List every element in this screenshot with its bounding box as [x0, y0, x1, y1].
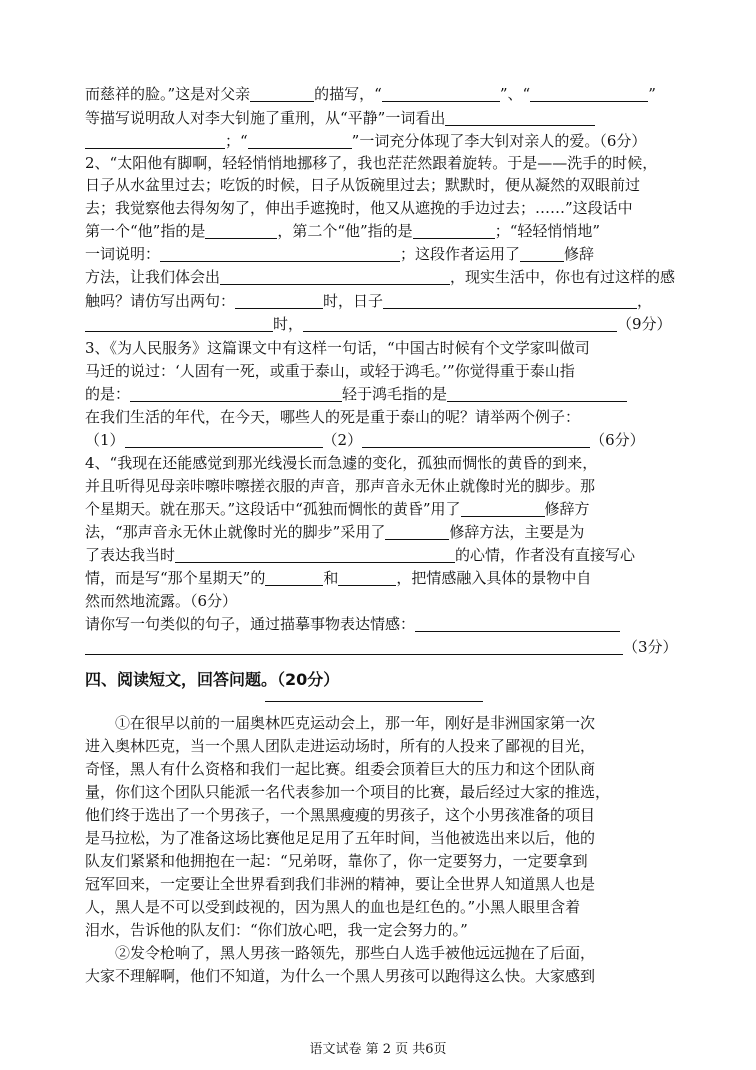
question-4-line: 4、“我现在还能感觉到那光线漫长而急遽的变化，孤独而惆怅的黄昏的到来，: [85, 454, 598, 472]
question-2-line: 时， （9分）: [85, 314, 686, 334]
question-3-line: 3、《为人民服务》这篇课文中有这样一句话，“中国古时候有个文学家叫做司: [85, 339, 590, 357]
question-3-line: （1） （2） （6分）: [85, 431, 645, 449]
answer-blank[interactable]: [130, 386, 342, 402]
answer-blank[interactable]: [362, 432, 590, 448]
passage-line: ②发令枪响了，黑人男孩一路领先，那些白人选手被他远远抛在了后面，: [115, 944, 596, 962]
answer-blank[interactable]: [413, 223, 495, 239]
question-2-line: 去；我觉察他去得匆匆了，伸出手遮挽时，他又从遮挽的手边过去；……”这段话中: [85, 199, 633, 217]
answer-blank[interactable]: [447, 386, 627, 402]
answer-blank[interactable]: [205, 223, 277, 239]
question-4-line: 并且听得见母亲咔嚓咔嚓搓衣服的声音，那声音永无休止就像时光的脚步。那: [85, 477, 596, 495]
answer-blank[interactable]: [265, 570, 323, 586]
question-4-line: 情，而是写“那个星期天”的 和 ，把情感融入具体的景物中自: [85, 569, 592, 587]
answer-blank[interactable]: [160, 246, 400, 262]
passage-line: 量，你们这个团队只能派一名代表参加一个项目的比赛，最后经过大家的推选，: [85, 783, 611, 801]
passage-line: 他们终于选出了一个男孩子，一个黑黑瘦瘦的男孩子，这个小男孩准备的项目: [85, 806, 596, 824]
answer-blank[interactable]: [175, 547, 455, 563]
passage-line: 人，黑人是不可以受到歧视的，因为黑人的血也是红色的。”小黑人眼里含着: [85, 898, 581, 916]
answer-blank[interactable]: [85, 133, 225, 149]
passage-line: 奇怪，黑人有什么资格和我们一起比赛。组委会顶着巨大的压力和这个团队商: [85, 760, 596, 778]
passage-line: 队友们紧紧和他拥抱在一起：“兄弟呀，靠你了，你一定要努力，一定要拿到: [85, 852, 588, 870]
text-line: 而慈祥的脸。”这是对父亲 的描写，“ ”、“ ”: [85, 85, 656, 103]
answer-blank[interactable]: [530, 86, 648, 102]
question-2-line: 日子从水盆里过去；吃饭的时候，日子从饭碗里过去；默默时，便从凝然的双眼前过: [85, 176, 641, 194]
question-2-line: 2、“太阳他有脚啊，轻轻悄悄地挪移了，我也茫茫然跟着旋转。于是——洗手的时候，: [85, 154, 658, 172]
answer-blank[interactable]: [235, 293, 323, 309]
text-line: 等描写说明敌人对李大钊施了重刑，从“平静”一词看出: [85, 108, 686, 128]
passage-line: ①在很早以前的一届奥林匹克运动会上，那一年，刚好是非洲国家第一次: [115, 714, 596, 732]
answer-blank[interactable]: [383, 293, 637, 309]
answer-blank[interactable]: [385, 524, 449, 540]
question-4-line: 法，“那声音永无休止就像时光的脚步”采用了 修辞方法，主要是为: [85, 523, 585, 541]
question-2-line: 方法，让我们体会出 ，现实生活中，你也有过这样的感: [85, 268, 676, 286]
answer-blank[interactable]: [520, 246, 564, 262]
passage-title-blank[interactable]: [265, 701, 483, 702]
question-2-line: 一词说明： ；这段作者运用了 修辞: [85, 245, 595, 263]
question-4-line: 个星期天。就在那天。”这段话中“孤独而惆怅的黄昏”用了 修辞方: [85, 500, 590, 518]
question-4-line: 请你写一句类似的句子，通过描摹事物表达情感：: [85, 614, 686, 634]
question-2-line: 触吗？请仿写出两句： 时，日子 ，: [85, 292, 653, 310]
answer-blank[interactable]: [382, 86, 500, 102]
question-3-line: 在我们生活的年代，在今天，哪些人的死是重于泰山的呢？请举两个例子：: [85, 408, 581, 426]
section-heading: 四、阅读短文，回答问题。（20分）: [85, 670, 340, 689]
answer-blank[interactable]: [85, 316, 273, 332]
passage-line: 大家不理解啊，他们不知道，为什么一个黑人男孩可以跑得这么快。大家感到: [85, 967, 596, 985]
answer-blank[interactable]: [338, 570, 396, 586]
answer-blank[interactable]: [250, 86, 314, 102]
answer-blank[interactable]: [303, 316, 617, 332]
text-line: ；“ ”一词充分体现了李大钊对亲人的爱。（6分）: [85, 131, 686, 151]
question-2-line: 第一个“他”指的是 ，第二个“他”指的是 ；“轻轻悄悄地”: [85, 222, 601, 240]
passage-line: 泪水，告诉他的队友们：“你们放心吧，我一定会努力的。”: [85, 921, 468, 939]
answer-blank[interactable]: [85, 639, 623, 655]
page-footer: 语文试卷 第 2 页 共6页: [309, 1042, 447, 1057]
answer-blank[interactable]: [415, 616, 620, 632]
question-3-line: 的是： 轻于鸿毛指的是: [85, 384, 686, 404]
passage-line: 进入奥林匹克，当一个黑人团队走进运动场时，所有的人投来了鄙视的目光，: [85, 737, 596, 755]
question-4-line: 然而然地流露。（6分）: [85, 592, 238, 610]
question-4-line: （3分）: [85, 637, 686, 657]
answer-blank[interactable]: [125, 432, 323, 448]
passage-line: 是马拉松，为了准备这场比赛他足足用了五年时间，当他被选出来以后，他的: [85, 829, 596, 847]
question-4-line: 了表达我当时 的心情，作者没有直接写心: [85, 546, 636, 564]
answer-blank[interactable]: [445, 110, 595, 126]
question-3-line: 马迁的说过：‘人固有一死，或重于泰山，或轻于鸿毛。’”你觉得重于泰山指: [85, 362, 575, 380]
answer-blank[interactable]: [220, 269, 450, 285]
answer-blank[interactable]: [248, 133, 352, 149]
answer-blank[interactable]: [461, 501, 545, 517]
passage-line: 冠军回来，一定要让全世界看到我们非洲的精神，要让全世界人知道黑人也是: [85, 875, 596, 893]
